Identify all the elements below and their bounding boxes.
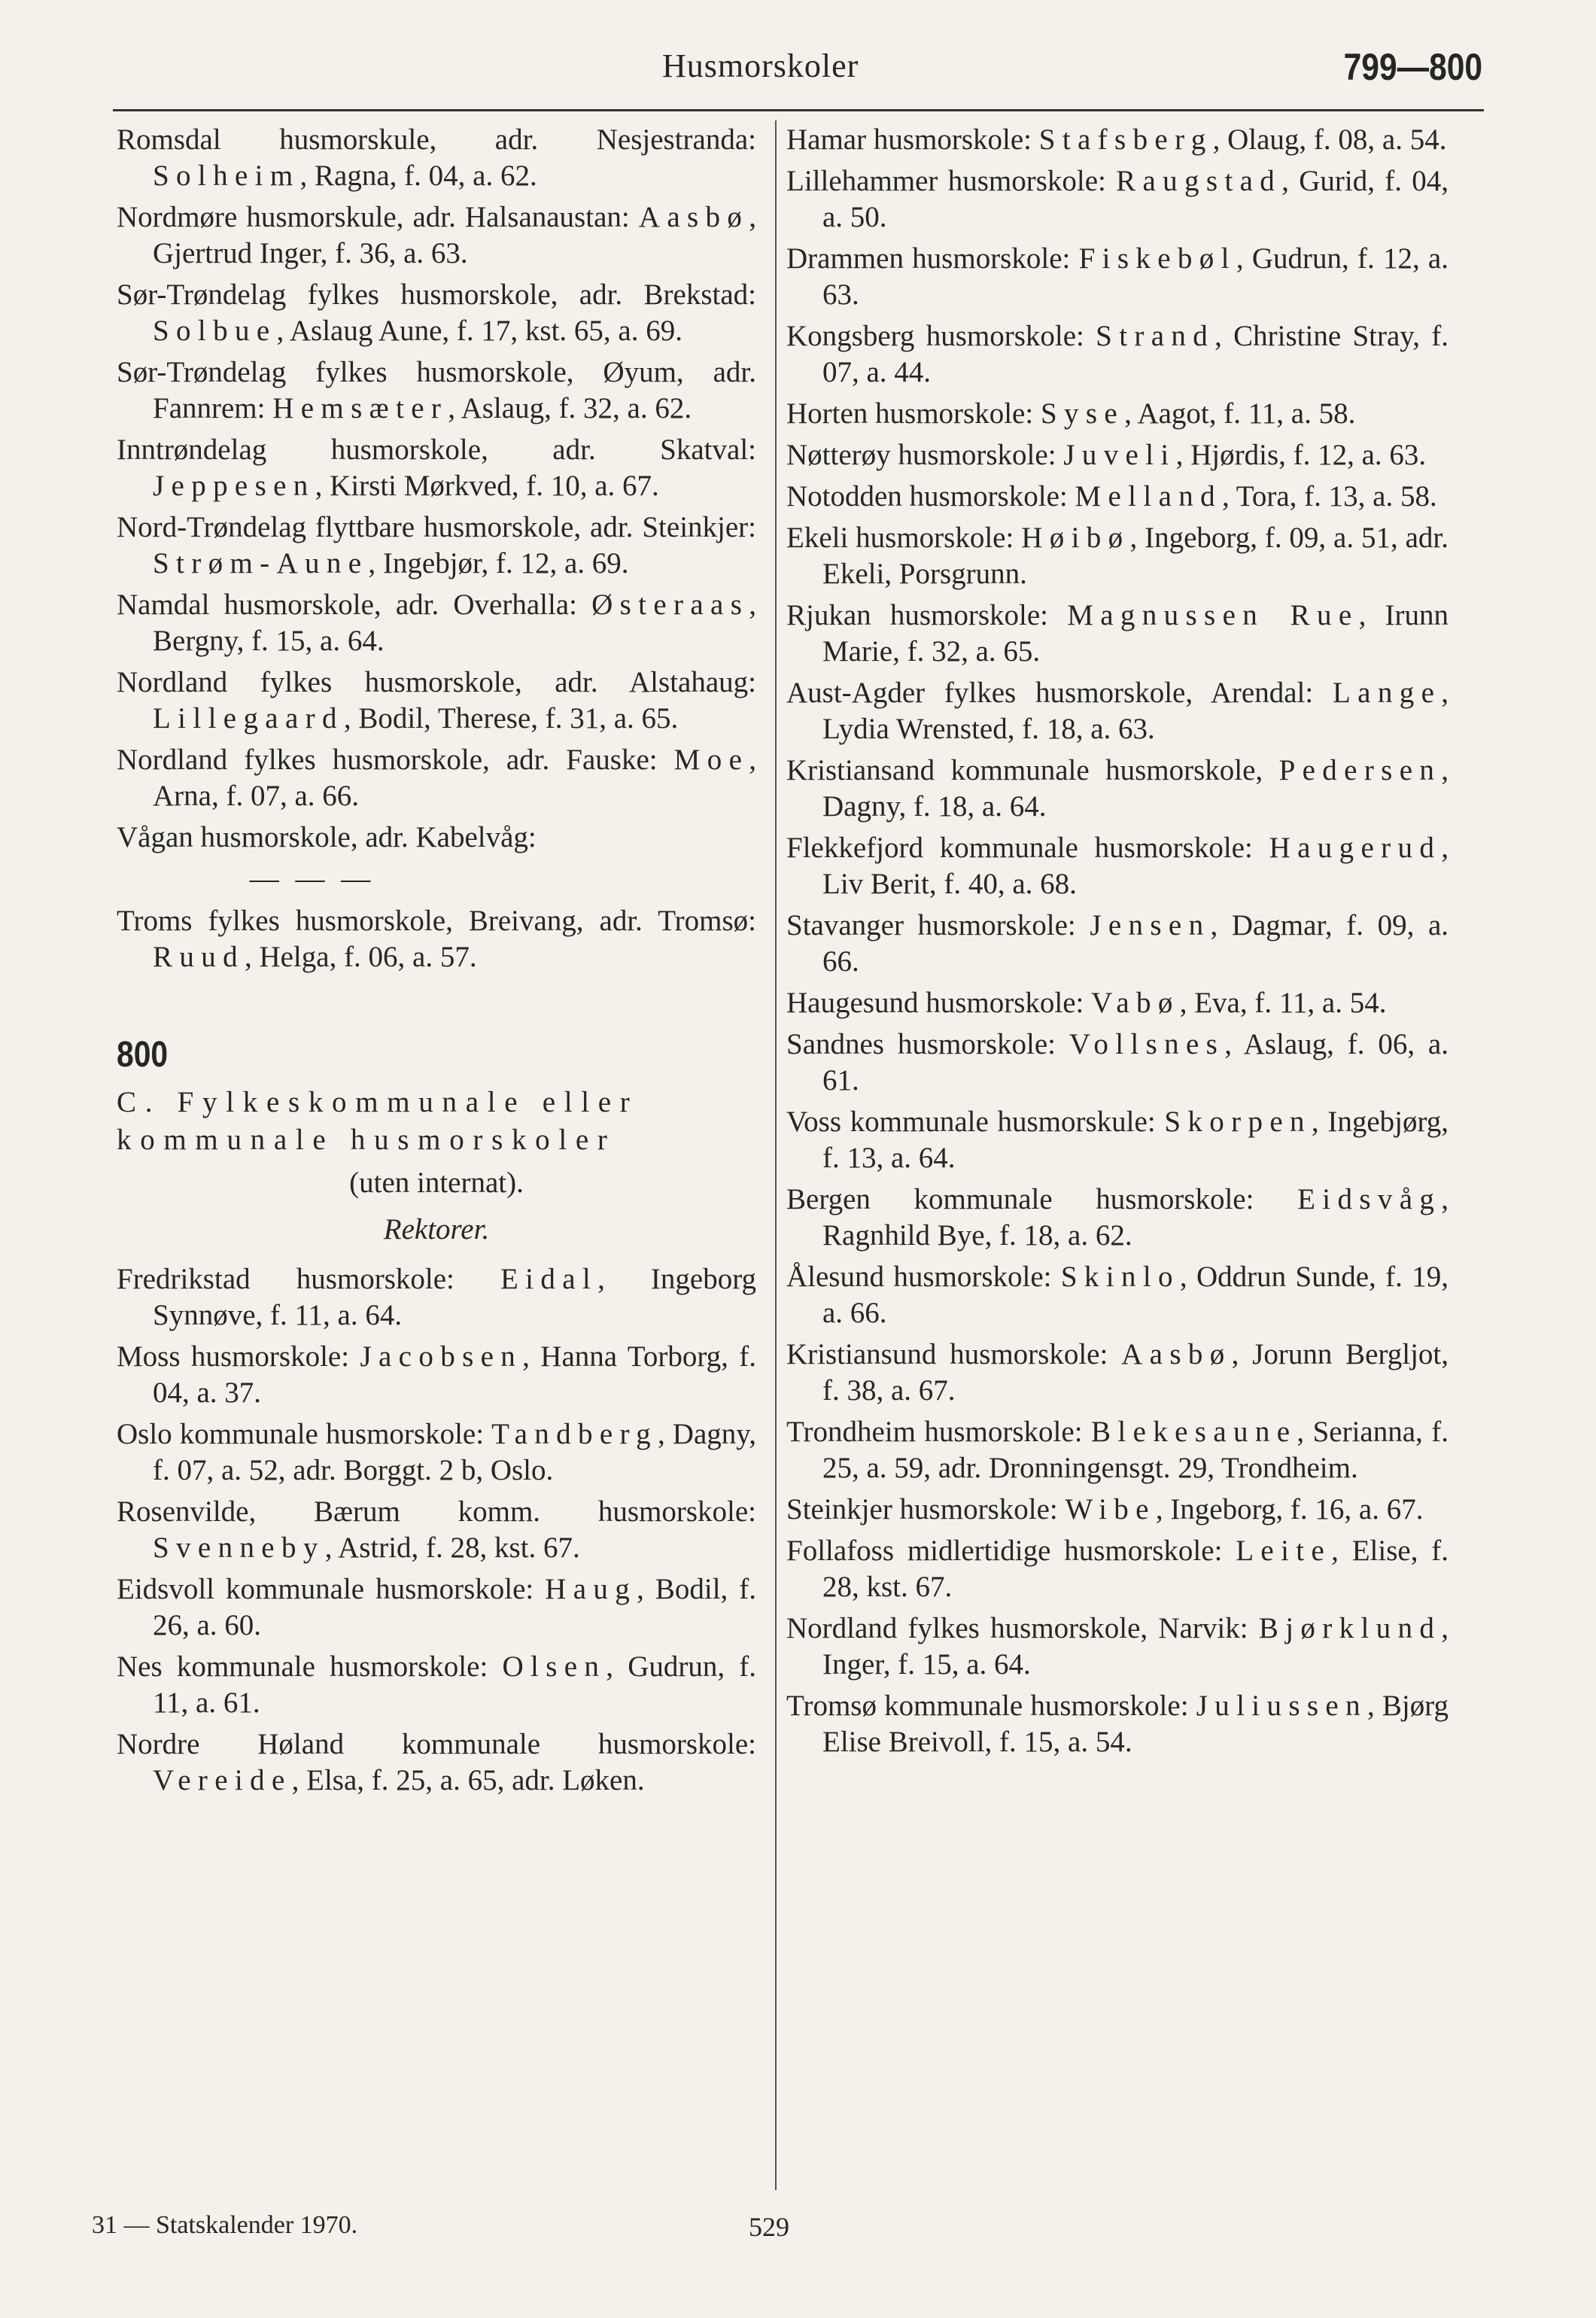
entry-institution: Sør-Trøndelag fylkes husmorskole, adr. Brekstad: (117, 278, 756, 311)
entry-details: , Tora, f. 13, a. 58. (1221, 480, 1437, 513)
entry-person-name: Wibe (1065, 1493, 1156, 1526)
entry-institution: Hamar husmorskole: (786, 123, 1039, 156)
directory-entry (786, 830, 1449, 902)
directory-entry (786, 1027, 1449, 1099)
running-title: Husmorskoler (662, 47, 859, 84)
entry-details: , Serianna, f. 25, a. 59, adr. Dronningensgt. 29, Trondheim. (822, 1416, 1449, 1484)
entry-person-name: Strand (1096, 320, 1215, 352)
entry-institution: Bergen kommunale husmorskole: (786, 1183, 1298, 1215)
entry-institution: Ekeli husmorskole: (786, 522, 1022, 554)
entry-person-name: Eidal (500, 1263, 598, 1295)
directory-entry (117, 742, 756, 814)
entry-institution: Sør-Trøndelag fylkes husmorskole, Øyum, adr. Fannrem: (117, 356, 756, 424)
entry-person-name: Leite (1236, 1535, 1332, 1567)
directory-entry (786, 479, 1449, 515)
entry-person-name: Syse (1040, 397, 1125, 430)
entry-person-name: Solheim (153, 160, 300, 192)
directory-entry (786, 1259, 1449, 1331)
directory-entry (786, 437, 1449, 473)
entry-institution: Nordland fylkes husmorskole, adr. Alstahaug: (117, 666, 756, 698)
entry-person-name: Magnussen Rue (1067, 599, 1359, 631)
entry-details: , Ragna, f. 04, a. 62. (299, 160, 537, 192)
entry-person-name: Svenneby (153, 1532, 325, 1564)
entry-details: , Bodil, Therese, f. 31, a. 65. (343, 702, 679, 735)
entry-institution: Oslo kommunale husmorskole: (117, 1418, 492, 1450)
entry-institution: Ålesund husmorskole: (786, 1261, 1061, 1293)
entry-person-name: Fiskebøl (1078, 242, 1236, 275)
directory-entry (786, 241, 1449, 313)
directory-entry (117, 510, 756, 582)
directory-entry (117, 1649, 756, 1721)
section-italic-heading: Rektorer. (383, 1213, 490, 1246)
directory-entry (786, 753, 1449, 825)
entry-person-name: Ruud (153, 941, 245, 973)
directory-entry (786, 985, 1449, 1021)
entry-details: , Elsa, f. 25, a. 65, adr. Løken. (291, 1764, 645, 1796)
entry-institution: Nordland fylkes husmorskole, Narvik: (786, 1612, 1259, 1644)
directory-entry (786, 520, 1449, 592)
entry-institution: Nordland fylkes husmorskole, adr. Fauske: (117, 744, 674, 776)
entry-person-name: Vabø (1091, 987, 1180, 1019)
entry-person-name: Jacobsen (360, 1340, 523, 1373)
entry-institution: Rjukan husmorskole: (786, 599, 1068, 631)
directory-entry (786, 1492, 1449, 1528)
entry-person-name: Lange (1333, 677, 1442, 709)
entry-person-name: Lillegaard (153, 702, 344, 735)
entry-person-name: Vereide (153, 1764, 292, 1796)
entry-details: , Dagny, f. 18, a. 64. (822, 754, 1449, 823)
entry-details: , Irunn Marie, f. 32, a. 65. (822, 599, 1449, 668)
entry-details: , Liv Berit, f. 40, a. 68. (822, 832, 1449, 900)
directory-entry (786, 318, 1449, 391)
directory-entry (786, 396, 1449, 432)
entry-person-name: Olsen (502, 1650, 606, 1683)
directory-entry (117, 432, 756, 504)
entry-institution: Stavanger husmorskole: (786, 909, 1090, 941)
entry-person-name: Aasbø (638, 201, 749, 233)
entry-details: , Helga, f. 06, a. 57. (244, 941, 477, 973)
entry-details: , Christine Stray, f. 07, a. 44. (822, 320, 1449, 388)
entry-institution: Horten husmorskole: (786, 397, 1041, 430)
footer-page-number: 529 (749, 2212, 789, 2242)
entry-details: , Gjertrud Inger, f. 36, a. 63. (153, 201, 756, 269)
entry-institution: Nøtterøy husmorskole: (786, 439, 1064, 471)
entry-details: , Ingebjør, f. 12, a. 69. (368, 547, 629, 580)
entry-person-name: Skorpen (1164, 1106, 1312, 1138)
entry-person-name: Strøm-Aune (153, 547, 369, 580)
directory-entry (786, 908, 1449, 980)
left-entries-group-a (117, 122, 756, 856)
entry-person-name: Juliussen (1196, 1690, 1367, 1722)
entry-details: , Gudrun, f. 11, a. 61. (153, 1650, 757, 1719)
left-entries-group-b (117, 903, 756, 975)
directory-entry (786, 1182, 1449, 1254)
entry-institution: Romsdal husmorskule, adr. Nesjestranda: (117, 123, 756, 156)
page-range: 799—800 (1343, 46, 1482, 88)
entry-institution: Kristiansund husmorskole: (786, 1338, 1122, 1370)
entry-institution: Nordmøre husmorskule, adr. Halsanaustan: (117, 201, 639, 233)
entry-details: , Olaug, f. 08, a. 54. (1212, 123, 1447, 156)
entry-details: , Ingeborg, f. 16, a. 67. (1155, 1493, 1424, 1526)
entry-details: , Aslaug, f. 32, a. 62. (448, 392, 692, 424)
entry-person-name: Aasbø (1121, 1338, 1232, 1370)
directory-entry (117, 665, 756, 737)
left-column (117, 122, 756, 1804)
footer-signature: 31 — Statskalender 1970. (92, 2211, 358, 2239)
directory-entry (786, 1337, 1449, 1409)
entry-institution: Flekkefjord kommunale husmorskole: (786, 832, 1269, 864)
entry-institution: Drammen husmorskole: (786, 242, 1079, 275)
entry-institution: Troms fylkes husmorskole, Breivang, adr. Tromsø: (117, 905, 756, 937)
entry-institution: Nes kommunale husmorskole: (117, 1650, 503, 1683)
directory-entry (786, 598, 1449, 670)
entry-details: , Eva, f. 11, a. 54. (1179, 987, 1387, 1019)
entry-institution: Eidsvoll kommunale husmorskole: (117, 1573, 546, 1605)
entry-person-name: Raugstad (1116, 165, 1282, 197)
directory-entry (786, 675, 1449, 747)
entry-institution: Notodden husmorskole: (786, 480, 1075, 513)
directory-entry (786, 122, 1449, 158)
entry-details: , Gurid, f. 04, a. 50. (822, 165, 1449, 233)
entry-institution: Haugesund husmorskole: (786, 987, 1092, 1019)
entry-details: , Ingeborg Synnøve, f. 11, a. 64. (153, 1263, 756, 1331)
directory-entry (117, 199, 756, 272)
entry-institution: Fredrikstad husmorskole: (117, 1263, 500, 1295)
directory-entry (117, 1339, 756, 1411)
directory-entry (117, 122, 756, 194)
entry-person-name: Bjørklund (1258, 1612, 1442, 1644)
entry-details: , Aslaug, f. 06, a. 61. (822, 1028, 1449, 1097)
entry-details: , Hanna Torborg, f. 04, a. 37. (153, 1340, 756, 1409)
right-entries-group (786, 122, 1449, 1760)
directory-entry (117, 354, 756, 427)
entry-institution: Namdal husmorskole, adr. Overhalla: (117, 589, 592, 621)
section-number: 800 (117, 1035, 169, 1075)
directory-entry (786, 1104, 1449, 1176)
directory-entry (117, 1261, 756, 1334)
directory-entry (117, 587, 756, 659)
section-subtitle: (uten internat). (349, 1167, 524, 1199)
entry-institution: Rosenvilde, Bærum komm. husmorskole: (117, 1495, 756, 1528)
entry-details: , Bergny, f. 15, a. 64. (153, 589, 756, 657)
entry-details: , Jorunn Bergljot, f. 38, a. 67. (822, 1338, 1449, 1407)
entry-person-name: Haug (545, 1573, 637, 1605)
entry-institution: Nord-Trøndelag flyttbare husmorskole, adr. Steinkjer: (117, 511, 756, 543)
entry-institution: Steinkjer husmorskole: (786, 1493, 1066, 1526)
entry-details: , Hjørdis, f. 12, a. 63. (1175, 439, 1427, 471)
entry-institution: Lillehammer husmorskole: (786, 165, 1117, 197)
directory-entry (786, 1611, 1449, 1683)
directory-entry (786, 1414, 1449, 1486)
entry-details: , Ingeborg, f. 09, a. 51, adr. Ekeli, Porsgrunn. (822, 522, 1449, 590)
entry-institution: Nordre Høland kommunale husmorskole: (117, 1728, 756, 1760)
entry-person-name: Høibø (1021, 522, 1130, 554)
directory-entry (117, 1726, 756, 1799)
entry-person-name: Jeppesen (153, 470, 315, 502)
entry-person-name: Stafsberg (1038, 123, 1213, 156)
directory-entry (117, 277, 756, 349)
header-rule (113, 109, 1484, 111)
entry-person-name: Vollsnes (1069, 1028, 1225, 1060)
directory-entry (786, 1533, 1449, 1605)
entry-details: , Oddrun Sunde, f. 19, a. 66. (822, 1261, 1449, 1329)
entry-institution: Vågan husmorskole, adr. Kabelvåg: (117, 821, 537, 853)
entry-details: , Elise, f. 28, kst. 67. (822, 1535, 1449, 1603)
entry-institution: Trondheim husmorskole: (786, 1416, 1092, 1448)
entry-person-name: Jensen (1090, 909, 1211, 941)
entry-details: , Dagmar, f. 09, a. 66. (822, 909, 1449, 978)
entry-person-name: Tandberg (491, 1418, 658, 1450)
entry-details: , Astrid, f. 28, kst. 67. (324, 1532, 580, 1564)
entry-institution: Inntrøndelag husmorskole, adr. Skatval: (117, 433, 756, 466)
directory-entry (786, 1688, 1449, 1760)
entry-institution: Tromsø kommunale husmorskole: (786, 1690, 1196, 1722)
entry-person-name: Eidsvåg (1297, 1183, 1442, 1215)
directory-entry (117, 903, 756, 975)
directory-entry (786, 163, 1449, 236)
directory-entry (117, 820, 756, 856)
left-entries-group-c (117, 1261, 756, 1799)
entry-details: , Aslaug Aune, f. 17, kst. 65, a. 69. (276, 315, 682, 347)
entry-person-name: Pedersen (1278, 754, 1442, 786)
section-title: C. Fylkeskommunale eller kommunale husmorskoler (117, 1086, 639, 1156)
entry-details: , Bjørg Elise Breivoll, f. 15, a. 54. (822, 1690, 1449, 1758)
entry-details: , Ragnhild Bye, f. 18, a. 62. (822, 1183, 1449, 1252)
entry-institution: Moss husmorskole: (117, 1340, 360, 1373)
entry-details: , Kirsti Mørkved, f. 10, a. 67. (315, 470, 659, 502)
entry-institution: Follafoss midlertidige husmorskole: (786, 1535, 1236, 1567)
column-divider (775, 120, 777, 2190)
dash-separator: — — — (249, 862, 375, 895)
entry-details: , Dagny, f. 07, a. 52, adr. Borggt. 2 b, Oslo. (153, 1418, 756, 1486)
entry-details: , Arna, f. 07, a. 66. (153, 744, 756, 812)
entry-person-name: Solbue (153, 315, 277, 347)
entry-details: , Aagot, f. 11, a. 58. (1124, 397, 1356, 430)
entry-person-name: Hemsæter (272, 392, 448, 424)
entry-details: , Bodil, f. 26, a. 60. (153, 1573, 757, 1641)
entry-details: , Gudrun, f. 12, a. 63. (822, 242, 1449, 311)
entry-person-name: Melland (1075, 480, 1222, 513)
directory-entry (117, 1494, 756, 1566)
entry-details: , Inger, f. 15, a. 64. (822, 1612, 1449, 1681)
entry-details: , Ingebjørg, f. 13, a. 64. (822, 1106, 1449, 1174)
entry-details: , Lydia Wrensted, f. 18, a. 63. (822, 677, 1449, 745)
entry-person-name: Juveli (1063, 439, 1176, 471)
entry-person-name: Østeraas (591, 589, 749, 621)
entry-person-name: Haugerud (1269, 832, 1442, 864)
directory-entry (117, 1571, 756, 1644)
right-column (786, 122, 1449, 1766)
entry-person-name: Blekesaune (1091, 1416, 1297, 1448)
directory-entry (117, 1416, 756, 1489)
entry-person-name: Moe (673, 744, 749, 776)
entry-institution: Aust-Agder fylkes husmorskole, Arendal: (786, 677, 1333, 709)
entry-institution: Kongsberg husmorskole: (786, 320, 1096, 352)
entry-person-name: Skinlo (1060, 1261, 1180, 1293)
entry-institution: Kristiansand kommunale husmorskole, (786, 754, 1279, 786)
entry-institution: Sandnes husmorskole: (786, 1028, 1069, 1060)
entry-institution: Voss kommunale husmorskule: (786, 1106, 1165, 1138)
